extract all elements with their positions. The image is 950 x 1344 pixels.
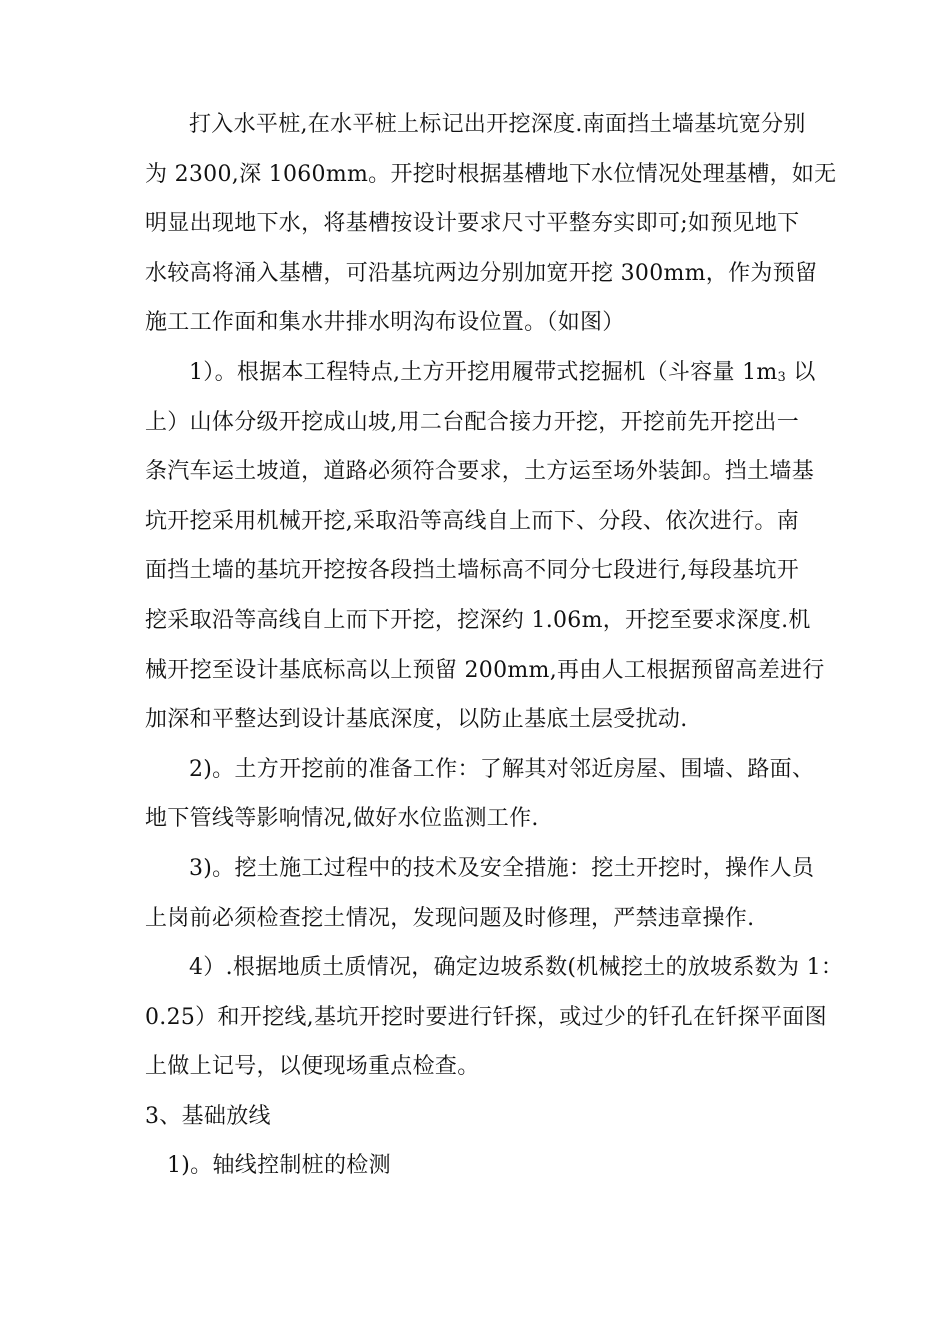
paragraph-line: 上）山体分级开挖成山坡,用二台配合接力开挖，开挖前先开挖出一 (145, 409, 799, 435)
subsection-heading: 1)。轴线控制桩的检测 (167, 1153, 391, 1179)
list-item-2-line: 2)。土方开挖前的准备工作：了解其对邻近房屋、围墙、路面、 (189, 756, 815, 782)
paragraph-line: 条汽车运土坡道，道路必须符合要求，土方运至场外装卸。挡土墙基 (145, 459, 815, 485)
section-heading: 3、基础放线 (145, 1103, 271, 1129)
list-item-1-line (145, 348, 825, 398)
list-item-3-line: 3)。挖土施工过程中的技术及安全措施：挖土开挖时，操作人员 (189, 855, 815, 881)
paragraph-line: 加深和平整达到设计基底深度，以防止基底土层受扰动. (145, 707, 688, 733)
paragraph-line: 面挡土墙的基坑开挖按各段挡土墙标高不同分七段进行,每段基坑开 (145, 558, 799, 584)
paragraph-line: 上做上记号，以便现场重点检查。 (145, 1054, 480, 1080)
paragraph-line: 地下管线等影响情况,做好水位监测工作. (145, 806, 539, 832)
paragraph-line: 0.25）和开挖线,基坑开挖时要进行钎探，或过少的钎孔在钎探平面图 (145, 1004, 827, 1030)
document-body (145, 100, 844, 1191)
paragraph-line: 坑开挖采用机械开挖,采取沿等高线自上而下、分段、依次进行。南 (145, 508, 799, 534)
paragraph-line: 挖采取沿等高线自上而下开挖，挖深约 1.06m，开挖至要求深度.机 (145, 607, 811, 633)
paragraph-line: 上岗前必须检查挖土情况，发现问题及时修理，严禁违章操作. (145, 905, 755, 931)
list-item-4-line: 4）.根据地质土质情况，确定边坡系数(机械挖土的放坡系数为 1： (189, 955, 844, 981)
paragraph-line: 施工工作面和集水井排水明沟布设位置。（如图） (145, 310, 625, 336)
list-item-1-text: 1）。根据本工程特点,土方开挖用履带式挖掘机（斗容量 1m (189, 359, 778, 385)
paragraph-line: 明显出现地下水，将基槽按设计要求尺寸平整夯实即可;如预见地下 (145, 211, 800, 237)
superscript-unit: 3 (777, 369, 787, 385)
paragraph-line: 为 2300,深 1060mm。开挖时根据基槽地下水位情况处理基槽，如无 (145, 161, 837, 187)
paragraph-line: 打入水平桩,在水平桩上标记出开挖深度.南面挡土墙基坑宽分别 (189, 112, 806, 137)
list-item-1-tail: 以 (786, 359, 816, 385)
paragraph-line: 水较高将涌入基槽，可沿基坑两边分别加宽开挖 300mm，作为预留 (145, 260, 818, 286)
paragraph-line: 械开挖至设计基底标高以上预留 200mm,再由人工根据预留高差进行 (145, 657, 825, 683)
